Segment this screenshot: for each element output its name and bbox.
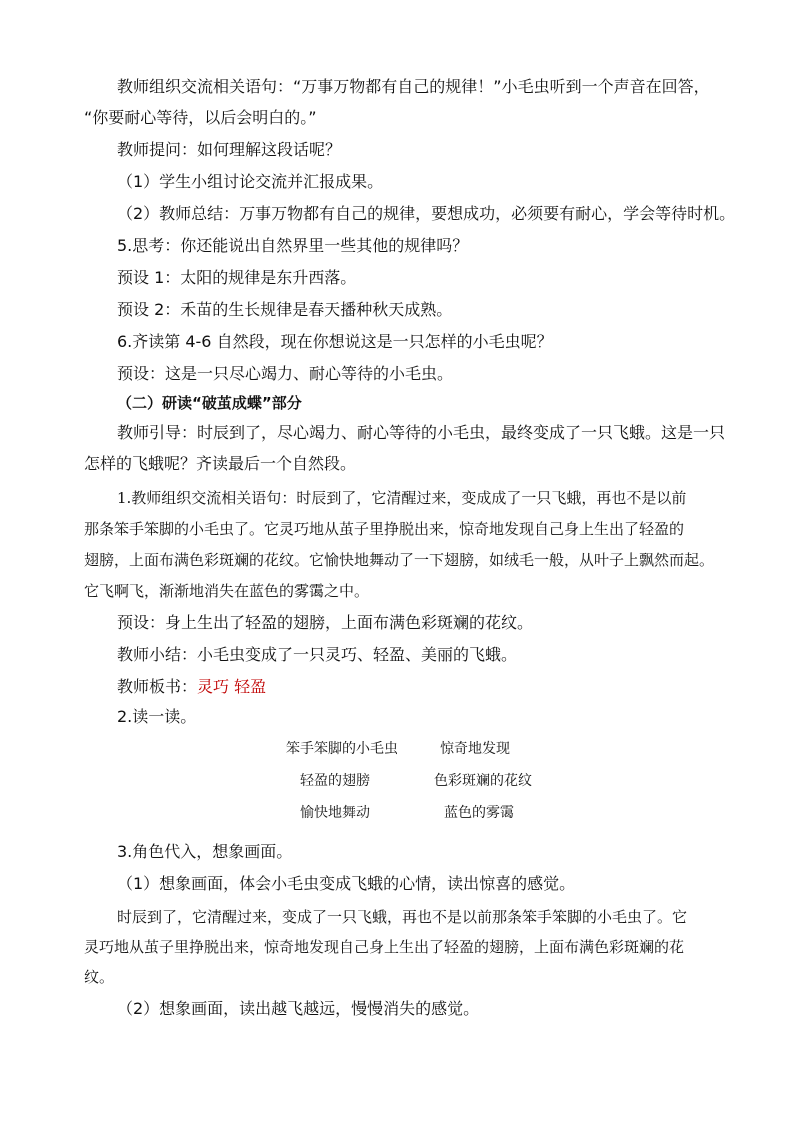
board-writing-line bbox=[117, 677, 266, 697]
preset-answer-1: 预设 1：太阳的规律是东升西落。 bbox=[117, 268, 357, 287]
board-writing-label: 教师板书： bbox=[117, 677, 198, 696]
table-cell: 愉快地舞动 bbox=[300, 805, 370, 821]
teacher-guide-continuation: 怎样的飞蛾呢？齐读最后一个自然段。 bbox=[84, 454, 357, 473]
imagine-step-1: （1）想象画面，体会小毛虫变成飞蛾的心情，读出惊喜的感觉。 bbox=[117, 874, 576, 893]
table-cell: 轻盈的翅膀 bbox=[300, 773, 370, 789]
teacher-guide-line: 教师引导：时辰到了，尽心竭力、耐心等待的小毛虫，最终变成了一只飞蛾。这是一只 bbox=[117, 423, 726, 442]
quoted-passage-line-2: 那条笨手笨脚的小毛虫了。它灵巧地从茧子里挣脱出来，惊奇地发现自己身上生出了轻盈的 bbox=[84, 520, 685, 538]
quote-intro-line: 教师组织交流相关语句：“万事万物都有自己的规律！”小毛虫听到一个声音在回答， bbox=[117, 77, 710, 96]
preset-answer-2: 预设 2：禾苗的生长规律是春天播种秋天成熟。 bbox=[117, 300, 453, 319]
think-question: 5.思考：你还能说出自然界里一些其他的规律吗？ bbox=[117, 236, 469, 255]
teacher-summary-step: （2）教师总结：万事万物都有自己的规律，要想成功，必须要有耐心，学会等待时机。 bbox=[117, 204, 736, 223]
quoted-passage-line-3: 翅膀，上面布满色彩斑斓的花纹。它愉快地舞动了一下翅膀，如绒毛一般，从叶子上飘然而起。 bbox=[84, 551, 715, 569]
passage-line-1: 时辰到了，它清醒过来，变成了一只飞蛾，再也不是以前那条笨手笨脚的小毛虫了。它 bbox=[117, 908, 688, 926]
table-cell: 笨手笨脚的小毛虫 bbox=[286, 741, 398, 757]
preset-answer-wings: 预设：身上生出了轻盈的翅膀，上面布满色彩斑斓的花纹。 bbox=[117, 613, 534, 632]
imagine-step-2: （2）想象画面，读出越飞越远，慢慢消失的感觉。 bbox=[117, 999, 480, 1018]
teacher-question: 教师提问：如何理解这段话呢？ bbox=[117, 140, 342, 159]
table-cell: 蓝色的雾霭 bbox=[444, 805, 514, 821]
read-activity-heading: 2.读一读。 bbox=[117, 707, 197, 726]
section-heading: （二）研读“破茧成蝶”部分 bbox=[117, 394, 302, 412]
quote-intro-continuation: “你要耐心等待，以后会明白的。” bbox=[84, 108, 317, 127]
board-writing-words: 灵巧 轻盈 bbox=[197, 677, 267, 696]
table-cell: 惊奇地发现 bbox=[440, 741, 510, 757]
quoted-passage-line-1: 1.教师组织交流相关语句：时辰到了，它清醒过来，变成成了一只飞蛾，再也不是以前 bbox=[117, 489, 687, 507]
preset-answer-caterpillar: 预设：这是一只尽心竭力、耐心等待的小毛虫。 bbox=[117, 364, 454, 383]
group-discussion-step: （1）学生小组讨论交流并汇报成果。 bbox=[117, 172, 384, 191]
passage-line-3: 纹。 bbox=[84, 968, 115, 986]
read-aloud-question: 6.齐读第 4-6 自然段，现在你想说这是一只怎样的小毛虫呢？ bbox=[117, 332, 553, 351]
table-cell: 色彩斑斓的花纹 bbox=[434, 773, 532, 789]
role-play-heading: 3.角色代入，想象画面。 bbox=[117, 842, 293, 861]
quoted-passage-line-4: 它飞啊飞，渐渐地消失在蓝色的雾霭之中。 bbox=[84, 582, 370, 600]
passage-line-2: 灵巧地从茧子里挣脱出来，惊奇地发现自己身上生出了轻盈的翅膀，上面布满色彩斑斓的花 bbox=[84, 938, 685, 956]
teacher-conclusion: 教师小结：小毛虫变成了一只灵巧、轻盈、美丽的飞蛾。 bbox=[117, 645, 518, 664]
